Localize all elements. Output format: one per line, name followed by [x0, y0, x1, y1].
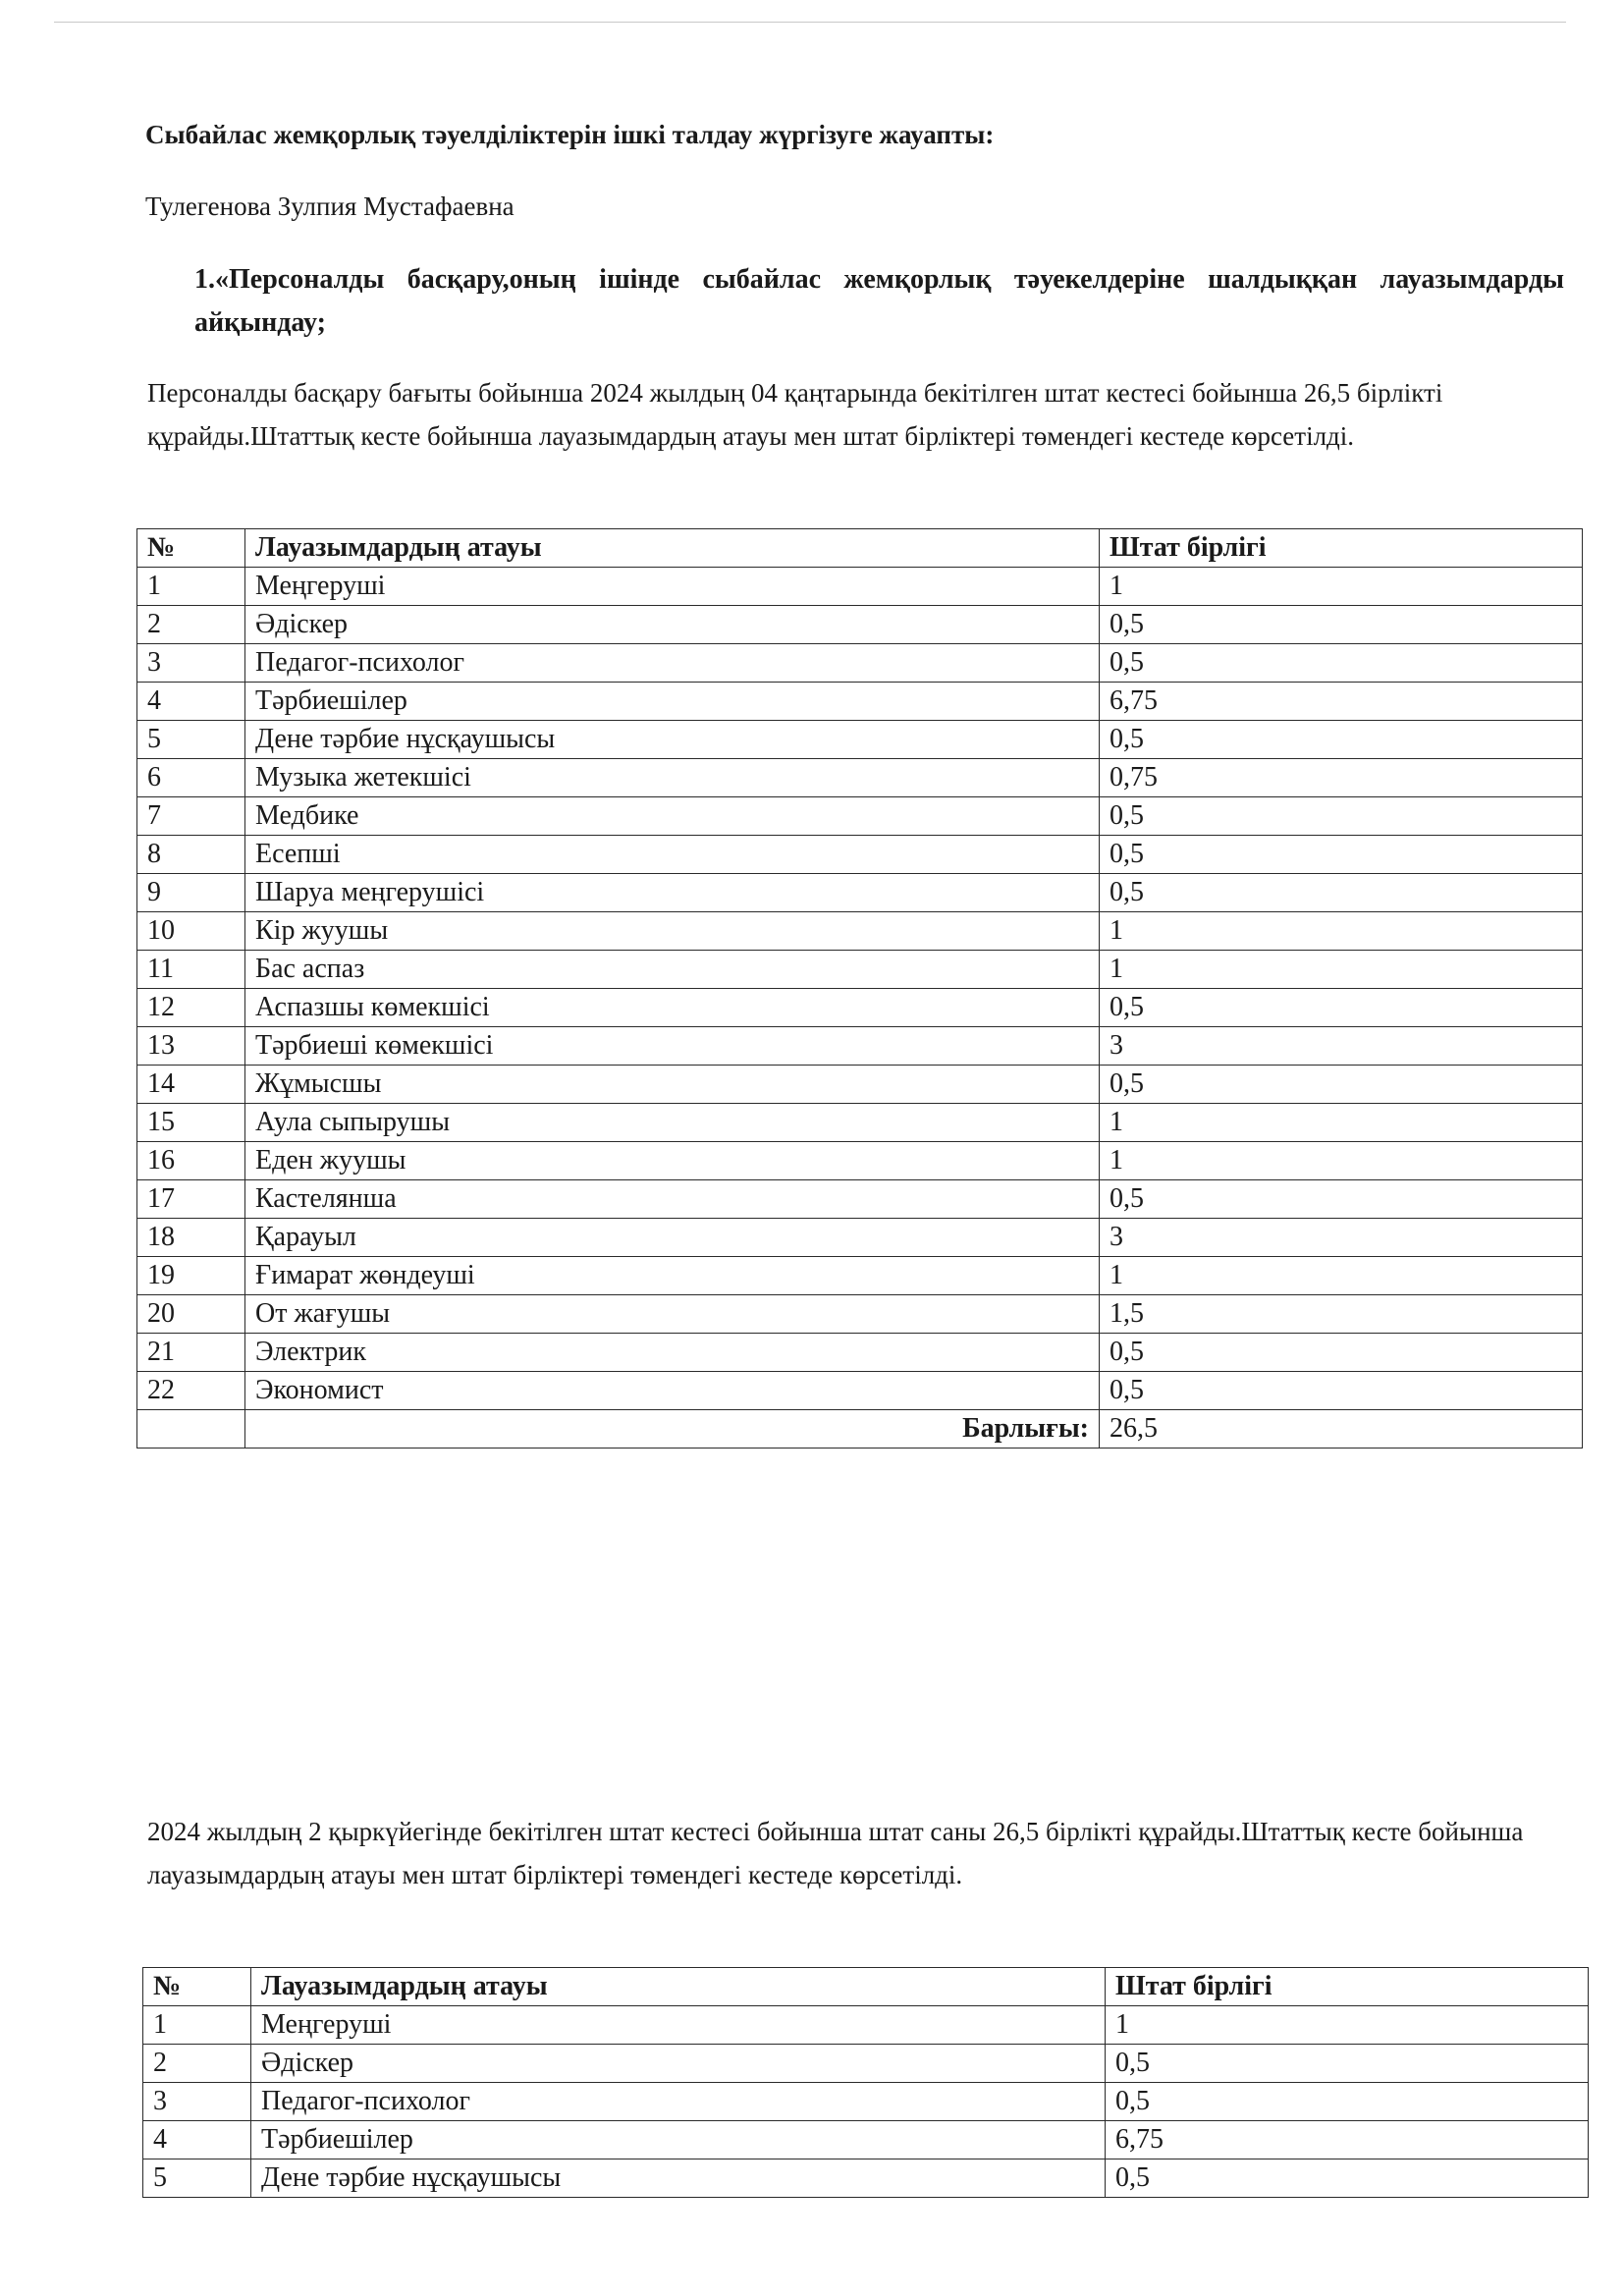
row-number: 15 [137, 1104, 245, 1142]
table-row [137, 989, 1583, 1027]
table-row [137, 1027, 1583, 1066]
row-units: 1 [1100, 951, 1583, 989]
total-label: Барлығы: [245, 1410, 1100, 1449]
row-units: 0,5 [1100, 1180, 1583, 1219]
table-row [137, 836, 1583, 874]
table-header-row [143, 1968, 1589, 2006]
table-row [137, 951, 1583, 989]
row-number: 22 [137, 1372, 245, 1410]
table-row [137, 759, 1583, 797]
row-position: Экономист [245, 1372, 1100, 1410]
table-row [143, 2121, 1589, 2159]
row-position: Медбике [245, 797, 1100, 836]
table-row [137, 797, 1583, 836]
table-row [137, 606, 1583, 644]
header-units: Штат бірлігі [1106, 1968, 1589, 2006]
row-number: 19 [137, 1257, 245, 1295]
row-units: 1 [1106, 2006, 1589, 2045]
row-units: 0,5 [1100, 1334, 1583, 1372]
row-position: Аспазшы көмекшісі [245, 989, 1100, 1027]
table-row [137, 683, 1583, 721]
row-units: 0,5 [1100, 1066, 1583, 1104]
table-row [137, 1219, 1583, 1257]
table-row [137, 1334, 1583, 1372]
total-empty-cell [137, 1410, 245, 1449]
row-number: 3 [143, 2083, 251, 2121]
section-title: 1.«Персоналды басқару,оның ішінде сыбайлас жемқорлық тәуекелдеріне шалдыққан лауазымдарды айқындау; [194, 264, 1564, 338]
row-number: 9 [137, 874, 245, 912]
row-number: 6 [137, 759, 245, 797]
row-number: 5 [143, 2159, 251, 2198]
row-units: 1 [1100, 912, 1583, 951]
row-number: 14 [137, 1066, 245, 1104]
row-position: Ғимарат жөндеуші [245, 1257, 1100, 1295]
row-position: Есепші [245, 836, 1100, 874]
row-position: Кір жуушы [245, 912, 1100, 951]
table-row [143, 2045, 1589, 2083]
row-units: 1 [1100, 1104, 1583, 1142]
row-position: Тәрбиешілер [251, 2121, 1106, 2159]
row-position: Педагог-психолог [251, 2083, 1106, 2121]
table-row [143, 2006, 1589, 2045]
row-position: Еден жуушы [245, 1142, 1100, 1180]
total-value: 26,5 [1100, 1410, 1583, 1449]
row-units: 1 [1100, 1142, 1583, 1180]
table-row [137, 644, 1583, 683]
row-number: 16 [137, 1142, 245, 1180]
row-number: 8 [137, 836, 245, 874]
row-position: Дене тәрбие нұсқаушысы [251, 2159, 1106, 2198]
table-row [137, 721, 1583, 759]
row-position: Бас аспаз [245, 951, 1100, 989]
row-position: От жағушы [245, 1295, 1100, 1334]
row-number: 17 [137, 1180, 245, 1219]
row-position: Дене тәрбие нұсқаушысы [245, 721, 1100, 759]
row-position: Меңгеруші [245, 568, 1100, 606]
table-row [143, 2083, 1589, 2121]
row-position: Әдіскер [251, 2045, 1106, 2083]
row-number: 2 [137, 606, 245, 644]
row-number: 1 [143, 2006, 251, 2045]
row-number: 20 [137, 1295, 245, 1334]
row-number: 21 [137, 1334, 245, 1372]
row-number: 4 [137, 683, 245, 721]
row-units: 0,5 [1100, 606, 1583, 644]
row-units: 0,5 [1106, 2083, 1589, 2121]
row-units: 0,5 [1100, 644, 1583, 683]
staff-table-september [142, 1967, 1589, 2198]
row-number: 1 [137, 568, 245, 606]
row-units: 1 [1100, 1257, 1583, 1295]
row-position: Қарауыл [245, 1219, 1100, 1257]
table-row [137, 1295, 1583, 1334]
row-units: 0,75 [1100, 759, 1583, 797]
row-units: 3 [1100, 1219, 1583, 1257]
row-number: 5 [137, 721, 245, 759]
table-row [137, 874, 1583, 912]
row-units: 0,5 [1100, 721, 1583, 759]
row-units: 6,75 [1100, 683, 1583, 721]
header-units: Штат бірлігі [1100, 529, 1583, 568]
row-units: 0,5 [1100, 874, 1583, 912]
row-position: Жұмысшы [245, 1066, 1100, 1104]
table-row [137, 1142, 1583, 1180]
row-units: 0,5 [1106, 2045, 1589, 2083]
row-position: Тәрбиеші көмекшісі [245, 1027, 1100, 1066]
row-number: 7 [137, 797, 245, 836]
table-row [137, 1104, 1583, 1142]
row-units: 0,5 [1106, 2159, 1589, 2198]
row-units: 0,5 [1100, 797, 1583, 836]
table-row [137, 1372, 1583, 1410]
paragraph-staff-january: Персоналды басқару бағыты бойынша 2024 жылдың 04 қаңтарында бекітілген штат кестесі бойынша 26,5 бірлікті құрайды.Штаттық кесте бойынша лауазымдардың атауы мен штат бірліктері төмендегі кестеде көрсетілді. [147, 378, 1443, 451]
responsible-person: Тулегенова Зулпия Мустафаевна [145, 191, 514, 221]
row-number: 10 [137, 912, 245, 951]
table-row [137, 1180, 1583, 1219]
table-row [143, 2159, 1589, 2198]
row-units: 1,5 [1100, 1295, 1583, 1334]
row-position: Кастелянша [245, 1180, 1100, 1219]
row-number: 12 [137, 989, 245, 1027]
row-position: Педагог-психолог [245, 644, 1100, 683]
row-units: 1 [1100, 568, 1583, 606]
row-number: 13 [137, 1027, 245, 1066]
row-number: 4 [143, 2121, 251, 2159]
row-units: 0,5 [1100, 836, 1583, 874]
row-position: Әдіскер [245, 606, 1100, 644]
paragraph-staff-september: 2024 жылдың 2 қыркүйегінде бекітілген штат кестесі бойынша штат саны 26,5 бірлікті құрайды.Штаттық кесте бойынша лауазымдардың атауы мен штат бірліктері төмендегі кестеде көрсетілді. [147, 1817, 1524, 1889]
staff-table-january [136, 528, 1583, 1449]
table-row [137, 1066, 1583, 1104]
table-row [137, 1257, 1583, 1295]
row-number: 3 [137, 644, 245, 683]
row-position: Меңгеруші [251, 2006, 1106, 2045]
header-position: Лауазымдардың атауы [251, 1968, 1106, 2006]
row-position: Аула сыпырушы [245, 1104, 1100, 1142]
row-position: Тәрбиешілер [245, 683, 1100, 721]
header-position: Лауазымдардың атауы [245, 529, 1100, 568]
row-units: 0,5 [1100, 1372, 1583, 1410]
row-number: 2 [143, 2045, 251, 2083]
scan-edge-line [54, 22, 1566, 23]
total-row [137, 1410, 1583, 1449]
document-heading: Сыбайлас жемқорлық тәуелділіктерін ішкі талдау жүргізуге жауапты: [145, 120, 995, 149]
row-position: Электрик [245, 1334, 1100, 1372]
header-number: № [137, 529, 245, 568]
table-row [137, 912, 1583, 951]
row-units: 3 [1100, 1027, 1583, 1066]
row-units: 0,5 [1100, 989, 1583, 1027]
table-row [137, 568, 1583, 606]
header-number: № [143, 1968, 251, 2006]
row-number: 18 [137, 1219, 245, 1257]
row-position: Шаруа меңгерушісі [245, 874, 1100, 912]
row-units: 6,75 [1106, 2121, 1589, 2159]
table-header-row [137, 529, 1583, 568]
row-number: 11 [137, 951, 245, 989]
row-position: Музыка жетекшісі [245, 759, 1100, 797]
